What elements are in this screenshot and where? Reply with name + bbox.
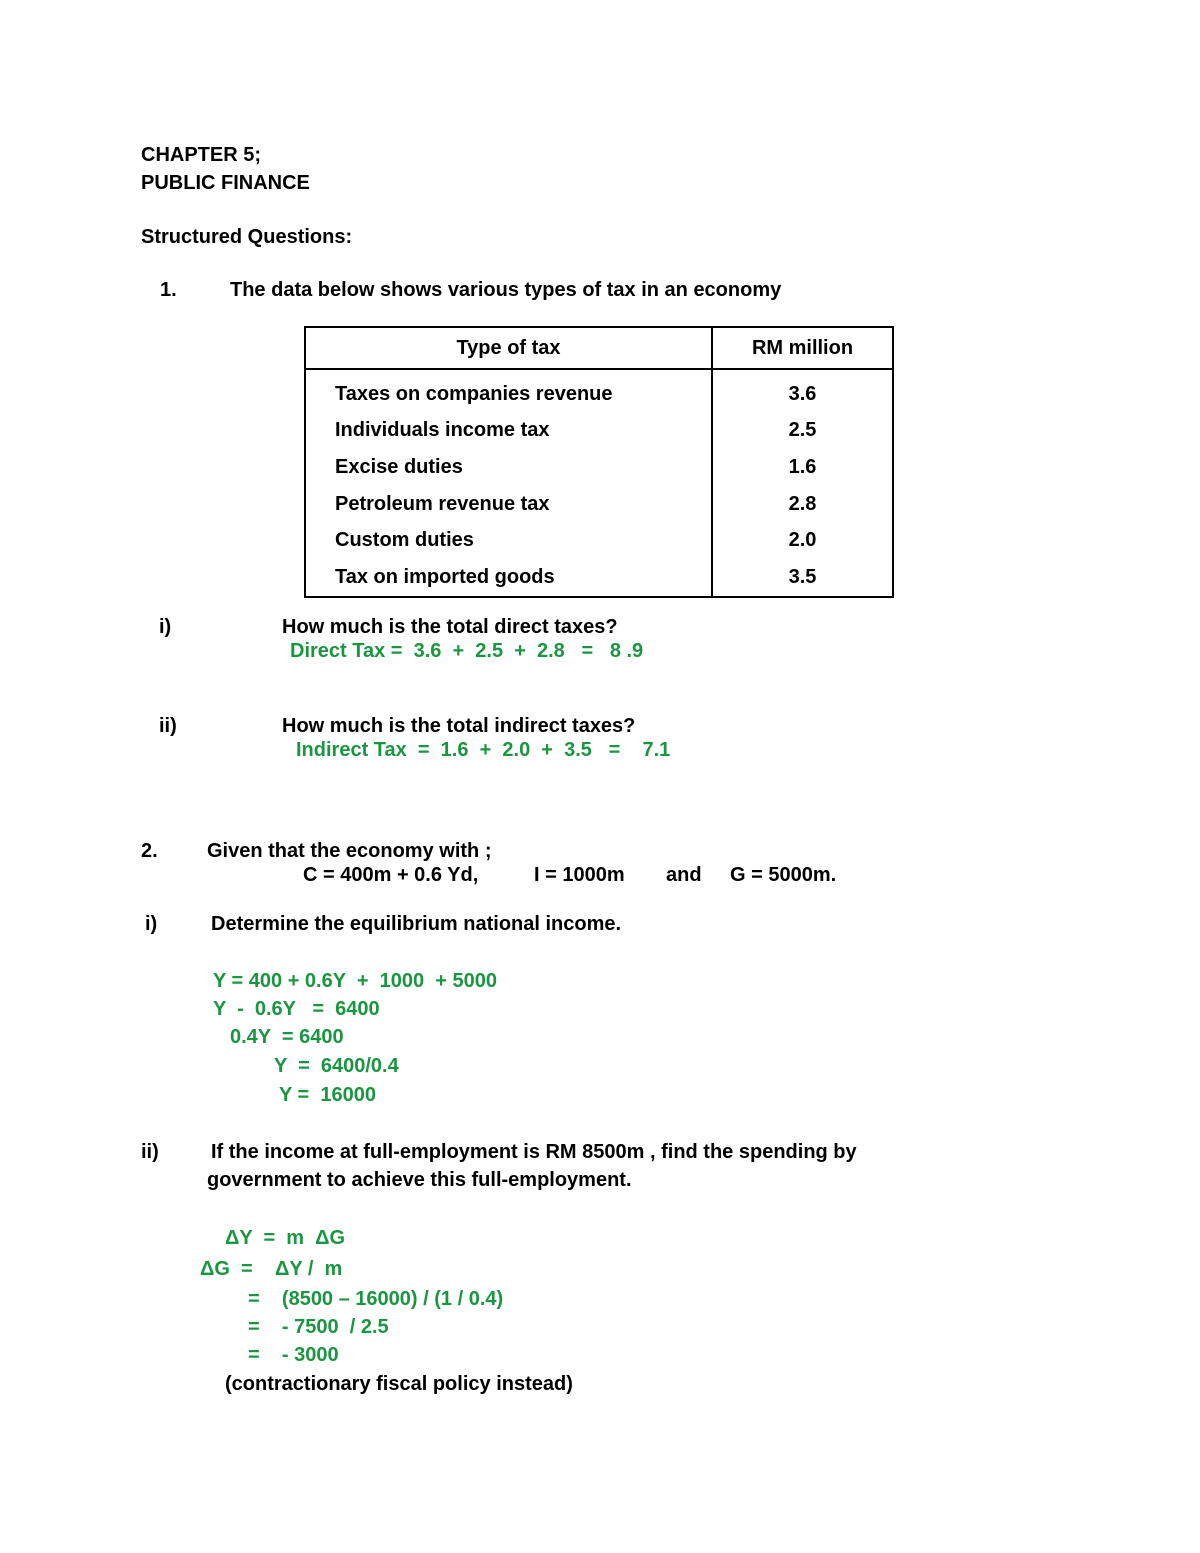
tax-value-cell: 2.8: [788, 492, 817, 515]
q2-ii-working-line: ΔG = ΔY / m: [200, 1258, 343, 1280]
question-1-number: 1.: [160, 279, 177, 301]
q2-i-working-line: Y = 16000: [279, 1084, 376, 1106]
question-1-text: The data below shows various types of tax in an economy: [230, 279, 782, 301]
tax-table: [304, 326, 894, 598]
table-row: [305, 522, 893, 559]
q1-part-ii-question: How much is the total indirect taxes?: [282, 715, 636, 737]
q2-ii-note: (contractionary fiscal policy instead): [225, 1373, 573, 1395]
tax-type-cell: Petroleum revenue tax: [305, 486, 712, 523]
tax-type-cell: Custom duties: [305, 522, 712, 559]
q2-part-i-question: Determine the equilibrium national income.: [211, 913, 622, 935]
q2-part-ii-question-line2: government to achieve this full-employment.: [207, 1169, 632, 1191]
header-rm-million: RM million: [712, 327, 893, 369]
q2-ii-working-line: = - 7500 / 2.5: [248, 1316, 389, 1338]
chapter-heading: CHAPTER 5;: [141, 144, 262, 166]
tax-value-cell: 3.6: [788, 382, 817, 405]
q2-part-ii-label: ii): [141, 1141, 159, 1163]
q2-ii-working-line: = (8500 – 16000) / (1 / 0.4): [248, 1288, 504, 1310]
q2-i-working-line: Y = 400 + 0.6Y + 1000 + 5000: [213, 970, 497, 992]
tax-type-cell: Excise duties: [305, 449, 712, 486]
table-row: [305, 449, 893, 486]
given-government: G = 5000m.: [730, 864, 837, 886]
subject-heading: PUBLIC FINANCE: [141, 172, 310, 194]
q2-part-ii-question-line1: If the income at full-employment is RM 8500m , find the spending by: [211, 1141, 857, 1163]
header-type-of-tax: Type of tax: [305, 327, 712, 369]
tax-type-cell: Individuals income tax: [305, 413, 712, 450]
tax-type-cell: Tax on imported goods: [305, 559, 712, 597]
q2-ii-working-line: ΔY = m ΔG: [225, 1227, 346, 1249]
table-row: [305, 369, 893, 413]
tax-table-header-row: [305, 327, 893, 369]
table-row: [305, 559, 893, 597]
tax-value-cell: 3.5: [788, 565, 817, 588]
tax-value-cell: 2.0: [788, 529, 817, 552]
q2-part-i-label: i): [145, 913, 158, 935]
q1-part-i-label: i): [159, 616, 172, 638]
given-investment: I = 1000m: [534, 864, 625, 886]
question-2-text: Given that the economy with ;: [207, 840, 492, 862]
tax-type-cell: Taxes on companies revenue: [305, 369, 712, 413]
table-row: [305, 486, 893, 523]
q1-part-ii-answer: Indirect Tax = 1.6 + 2.0 + 3.5 = 7.1: [296, 739, 671, 761]
given-consumption: C = 400m + 0.6 Yd,: [303, 864, 479, 886]
given-and: and: [666, 864, 702, 886]
q2-i-working-line: Y = 6400/0.4: [274, 1055, 399, 1077]
q1-part-ii-label: ii): [159, 715, 177, 737]
q2-i-working-line: Y - 0.6Y = 6400: [213, 998, 380, 1020]
tax-value-cell: 1.6: [788, 455, 817, 478]
tax-value-cell: 2.5: [788, 419, 817, 442]
q1-part-i-question: How much is the total direct taxes?: [282, 616, 618, 638]
q2-ii-working-line: = - 3000: [248, 1344, 339, 1366]
q1-part-i-answer: Direct Tax = 3.6 + 2.5 + 2.8 = 8 .9: [290, 640, 644, 662]
q2-i-working-line: 0.4Y = 6400: [230, 1026, 344, 1048]
question-2-number: 2.: [141, 840, 158, 862]
section-heading: Structured Questions:: [141, 226, 353, 248]
table-row: [305, 413, 893, 450]
